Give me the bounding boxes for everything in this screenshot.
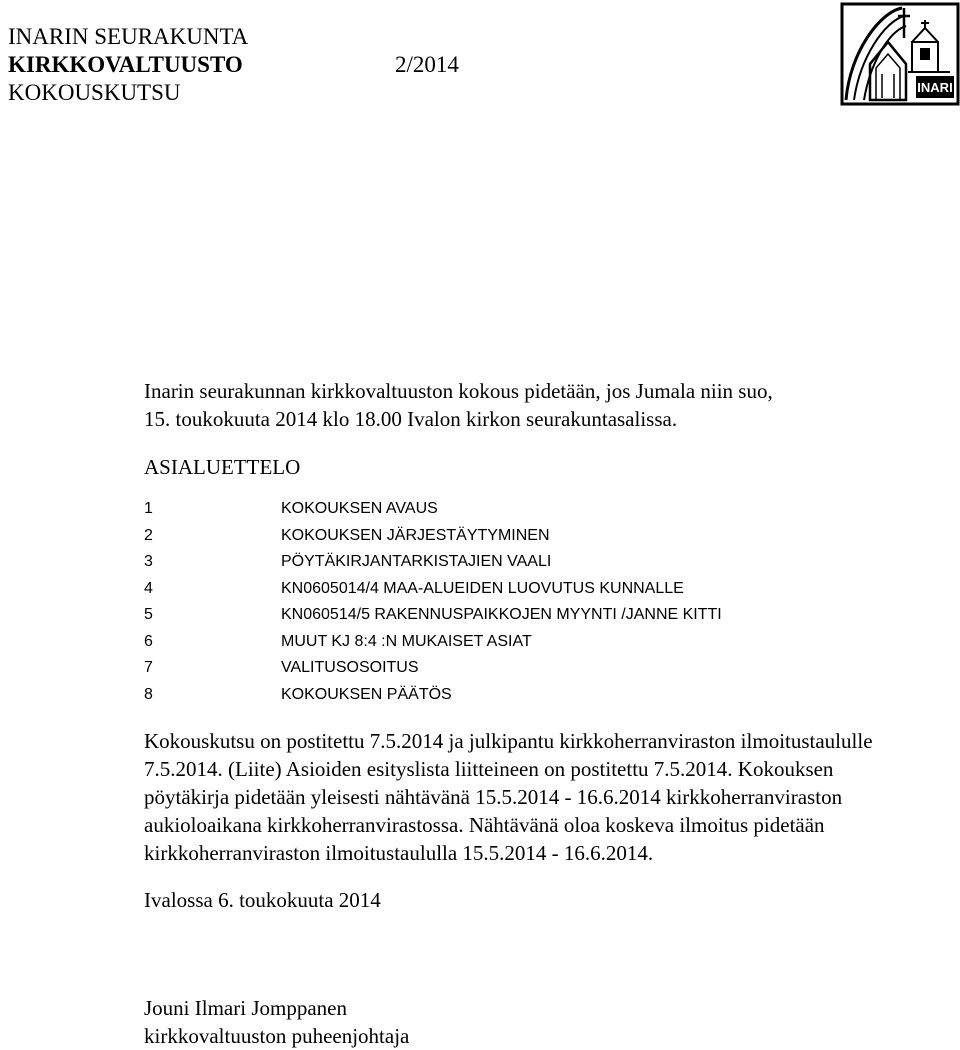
agenda-item-number: 5 [144, 606, 153, 623]
agenda-item-number: 2 [144, 526, 153, 544]
agenda-item-number: 1 [144, 500, 153, 517]
notice-line: 7.5.2014. (Liite) Asioiden esityslista liitteineen on postitettu 7.5.2014. Kokouksen [144, 757, 834, 781]
announcement-line: 15. toukokuuta 2014 klo 18.00 Ivalon kirkon seurakuntasalissa. [144, 407, 678, 431]
church-logo-icon [840, 2, 960, 106]
announcement-line: Inarin seurakunnan kirkkovaltuuston kokous pidetään, jos Jumala niin suo, [144, 379, 773, 403]
agenda-item-text: KN0605014/4 MAA-ALUEIDEN LUOVUTUS KUNNALLE [281, 579, 684, 597]
meeting-number: 2/2014 [395, 52, 459, 77]
meeting-announcement [144, 377, 773, 433]
place-and-date: Ivalossa 6. toukokuuta 2014 [144, 888, 381, 912]
signature-block [144, 994, 409, 1050]
notice-line: aukioloaikana kirkkoherranvirastossa. Nähtävänä oloa koskeva ilmoitus pidetään [144, 813, 825, 837]
agenda-item-number: 7 [144, 659, 153, 676]
agenda-item-number: 8 [144, 685, 153, 703]
notice-line: Kokouskutsu on postitettu 7.5.2014 ja julkipantu kirkkoherranviraston ilmoitustaululle [144, 729, 873, 753]
agenda-item-text: KOKOUKSEN PÄÄTÖS [281, 685, 452, 703]
agenda-heading: ASIALUETTELO [144, 455, 301, 479]
logo-text: INARI [917, 80, 953, 95]
signer-name: Jouni Ilmari Jomppanen [144, 996, 347, 1020]
agenda-item-text: KOKOUKSEN JÄRJESTÄYTYMINEN [281, 526, 550, 544]
body-name-line [8, 51, 459, 79]
agenda-item-text: KOKOUKSEN AVAUS [281, 500, 438, 517]
organization-name: INARIN SEURAKUNTA [8, 24, 249, 49]
agenda-item-text: MUUT KJ 8:4 :N MUKAISET ASIAT [281, 632, 532, 650]
notice-line: pöytäkirja pidetään yleisesti nähtävänä 15.5.2014 - 16.6.2014 kirkkoherranviraston [144, 785, 843, 809]
document-type: KOKOUSKUTSU [8, 80, 181, 105]
agenda-item-text: VALITUSOSOITUS [281, 659, 419, 676]
agenda-item-text: KN060514/5 RAKENNUSPAIKKOJEN MYYNTI /JANNE KITTI [281, 606, 722, 623]
body-name: KIRKKOVALTUUSTO [8, 52, 243, 77]
agenda-item-number: 4 [144, 579, 153, 597]
notice-paragraph [144, 727, 958, 867]
agenda-item-text: PÖYTÄKIRJANTARKISTAJIEN VAALI [281, 553, 552, 570]
signer-title: kirkkovaltuuston puheenjohtaja [144, 1024, 410, 1048]
agenda-item-number: 3 [144, 553, 153, 570]
agenda-item-number: 6 [144, 632, 153, 650]
notice-line: kirkkoherranviraston ilmoitustaululla 15.5.2014 - 16.6.2014. [144, 841, 654, 865]
